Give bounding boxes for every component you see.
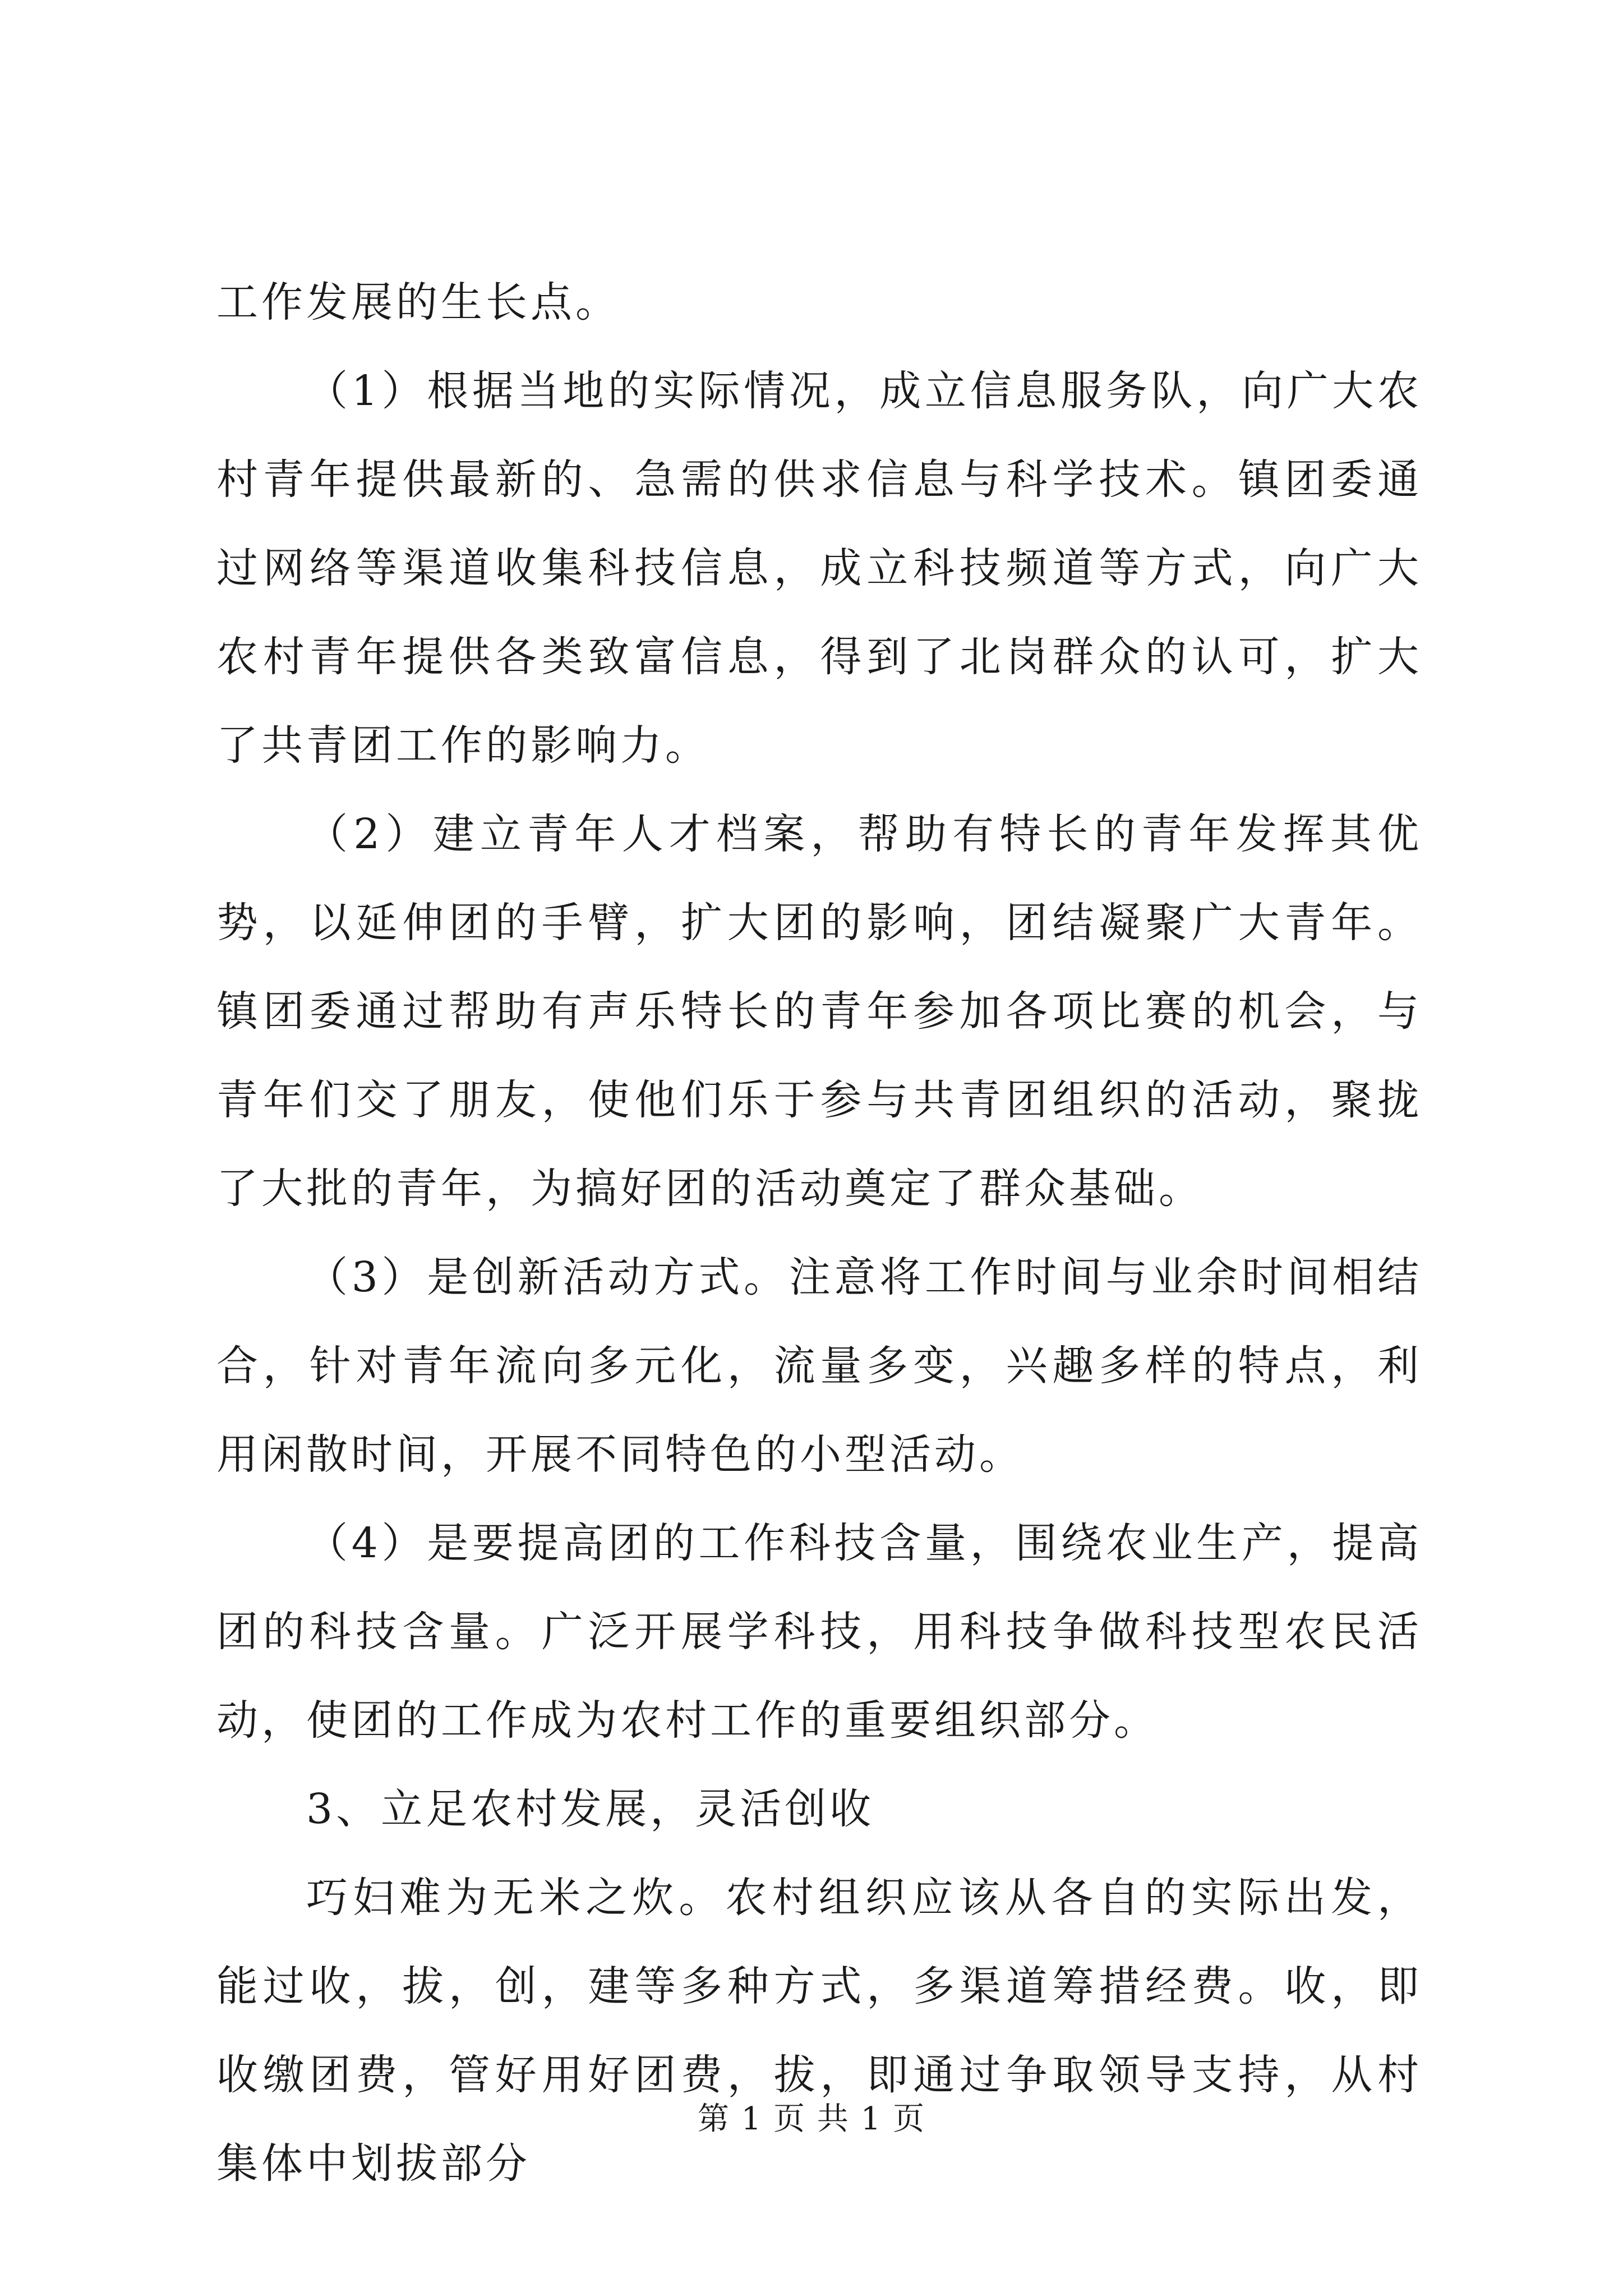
page-footer: 第 1 页 共 1 页: [697, 2101, 926, 2137]
paragraph-continuation: 工作发展的生长点。: [216, 278, 620, 326]
document-body: [216, 258, 1422, 2208]
paragraph-item-1: （1）根据当地的实际情况，成立信息服务队，向广大农村青年提供最新的、急需的供求信息与科学技术。镇团委通过网络等渠道收集科技信息，成立科技频道等方式，向广大农村青年提供各类致富信息，得到了北岗群众的认可，扩大了共青团工作的影响力。: [216, 367, 1422, 770]
paragraph-funding: 巧妇难为无米之炊。农村组织应该从各自的实际出发，能过收，拔，创，建等多种方式，多渠道筹措经费。收，即收缴团费，管好用好团费，拔，即通过争取领导支持，从村集体中划拔部分: [216, 1874, 1422, 2188]
paragraph-item-2: （2）建立青年人才档案，帮助有特长的青年发挥其优势，以延伸团的手臂，扩大团的影响，团结凝聚广大青年。镇团委通过帮助有声乐特长的青年参加各项比赛的机会，与青年们交了朋友，使他们乐于参与共青团组织的活动，聚拢了大批的青年，为搞好团的活动奠定了群众基础。: [216, 810, 1422, 1213]
paragraph-item-3: （3）是创新活动方式。注意将工作时间与业余时间相结合，针对青年流向多元化，流量多变，兴趣多样的特点，利用闲散时间，开展不同特色的小型活动。: [216, 1253, 1422, 1479]
section-heading: 3、立足农村发展，灵活创收: [306, 1785, 875, 1833]
paragraph-item-4: （4）是要提高团的工作科技含量，围绕农业生产，提高团的科技含量。广泛开展学科技，用科技争做科技型农民活动，使团的工作成为农村工作的重要组织部分。: [216, 1519, 1422, 1745]
